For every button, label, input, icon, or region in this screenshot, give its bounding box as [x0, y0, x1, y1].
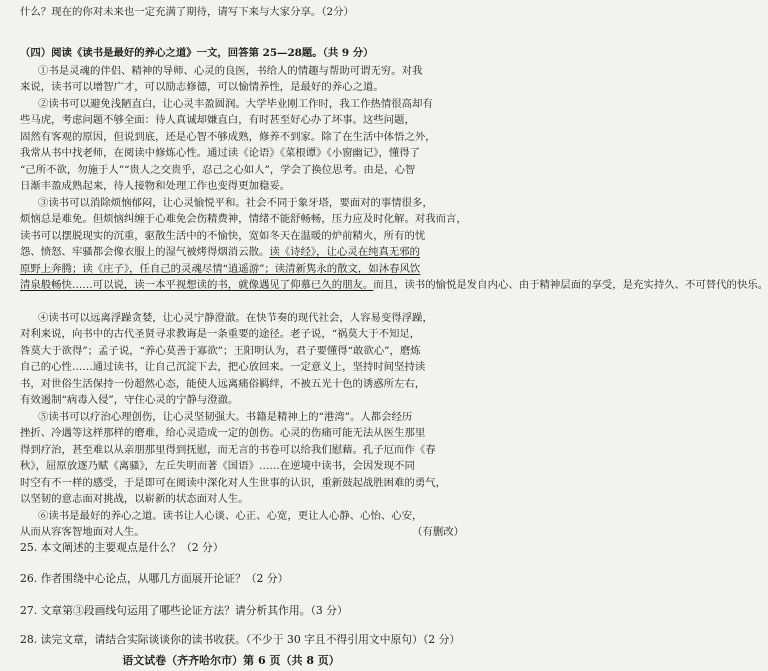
- paragraph-line: 来说，读书可以增智广才，可以励志修德，可以愉情养性，是最好的养心之道。: [20, 81, 384, 93]
- question-25: 25. 本文阐述的主要观点是什么？（2 分）: [20, 541, 224, 554]
- question-28: 28. 读完文章，请结合实际谈谈你的读书收获。（不少于 30 字且不得引用文中原句）（2 分）: [20, 633, 461, 646]
- paragraph-line: ⑥读书是最好的养心之道。读书让人心谈、心正、心宽，更让人心静、心怡、心安，: [38, 510, 423, 522]
- paragraph-line: “己所不欲，勿施于人”“贵人之交贵乎，忍己之心如人”，学会了换位思考。由是，心智: [20, 164, 416, 176]
- paragraph-line: 读书可以摆脱现实的沉重，驱散生活中的不愉快，宽如冬天在温暖的炉前精火，所有的忧: [20, 230, 426, 242]
- paragraph-line: 得到疗治，甚至难以从亲朋那里得到抚慰，而无言的书卷可以给我们慰藉。孔子厄而作《春: [20, 444, 436, 456]
- paragraph-line: 以坚韧的意志面对挑战，以崭新的状态面对人生。: [20, 493, 249, 505]
- paragraph-line: ①书是灵魂的伴侣、精神的导师、心灵的良医，书给人的情趣与帮助可谓无穷。对我: [38, 65, 423, 77]
- section-title: （四）阅读《读书是最好的养心之道》一文，回答第 25—28题。（共 9 分）: [20, 47, 374, 59]
- underlined-sentence: 读《诗经》，让心灵在纯真无邪的: [269, 246, 421, 258]
- paragraph-line: 秋》，屈原放逐乃赋《离骚》，左丘失明而著《国语》……在逆境中读书，会因发现不同: [20, 460, 415, 472]
- paragraph-line: ⑤读书可以疗治心理创伤，让心灵坚韧强大。书籍是精神上的“港湾”。人都会经历: [38, 411, 413, 423]
- underlined-sentence: 原野上奔腾；读《庄子》，任自己的灵魂尽情“逍遥游”；读清新隽永的散文，如沐春风饮: [20, 263, 421, 275]
- paragraph-text: 怨、愤怒、牢骚都会像衣服上的湿气被烤得烟消云散。: [20, 246, 270, 258]
- paragraph-line: [0, 525, 482, 539]
- paragraph-line: 书，对世俗生活保持一份超然心态，能使人远离痛俗羁绊，不被五光十色的诱惑所左右，: [20, 378, 426, 390]
- paragraph-line: [0, 278, 768, 292]
- paragraph-line: 日渐丰盈成熟起来，待人接物和处理工作也变得更加稳妥。: [20, 180, 291, 192]
- paragraph-line: 固然有客观的原因，但说到底，还是心智不够成熟，修养不到家。除了在生活中体悟之外，: [20, 131, 436, 143]
- paragraph-line: ④读书可以远离浮躁贪婪，让心灵宁静澄澈。在快节奏的现代社会，人容易变得浮躁，: [38, 312, 433, 324]
- paragraph-line: 咎莫大于欲得”；孟子说，“养心莫善于寡欲”；王阳明认为，君子要懂得“敢欲心”，磨炼: [20, 345, 421, 357]
- paragraph-line: 挫折、冷遇等这样那样的磨难，给心灵造成一定的创伤。心灵的伤痛可能无法从医生那里: [20, 427, 426, 439]
- paragraph-line: 有效遏制“病毒入侵”，守住心灵的宁静与澄澈。: [20, 394, 239, 406]
- paragraph-text: 而且，读书的愉悦是发自内心、由于精神层面的享受，是充实持久、不可替代的快乐。: [373, 279, 768, 291]
- paragraph-line: 些马虎，考虑问题不够全面：待人真诚却嫌直白，有时甚至好心办了坏事。这些问题，: [20, 114, 415, 126]
- paragraph-line: ②读书可以避免浅陋直白，让心灵丰盈圆润。大学毕业刚工作时，我工作热情很高却有: [38, 98, 433, 110]
- paragraph-line: 自己的心性……通过读书，让自己沉淀下去，把心放回来。一定意义上，坚持时间坚持读: [20, 361, 426, 373]
- paragraph-line: ③读书可以消除烦恼郁闷，让心灵愉悦平和。社会不同于象牙塔，要面对的事情很多，: [38, 197, 433, 209]
- paragraph-line: 我常从书中找老师，在阅读中修炼心性。通过读《论语》《菜根谭》《小窗幽记》，懂得了: [20, 147, 421, 159]
- underlined-sentence: 清泉般畅快……可以说，读一本平视想读的书，就像遇见了仰慕已久的朋友。: [20, 279, 374, 291]
- source-note: （有删改）: [412, 526, 464, 538]
- paragraph-line: [0, 245, 482, 259]
- previous-question-tail: 什么？现在的你对未来也一定充满了期待，请写下来与大家分享。（2分）: [20, 6, 354, 18]
- paragraph-line: 时空有不一样的感受，于是即可在阅读中深化对人生世事的认识，重新鼓起战胜困难的勇气，: [20, 477, 447, 489]
- paragraph-line: 对利来说，向书中的古代圣贤寻求教诲是一条重要的途径。老子说，“祸莫大于不知足，: [20, 328, 421, 340]
- paragraph-text: 从而从容客智地面对人生。: [20, 526, 145, 538]
- page-footer: 语文试卷（齐齐哈尔市）第 6 页（共 8 页）: [122, 654, 340, 667]
- question-27: 27. 文章第③段画线句运用了哪些论证方法？请分析其作用。（3 分）: [20, 604, 348, 617]
- question-26: 26. 作者围绕中心论点，从哪几方面展开论证？（2 分）: [20, 572, 289, 585]
- paragraph-line: 烦恼总是难免。但烦恼纠缠于心难免会伤精费神，情绪不能舒畅畅，压力应及时化解。对我而言，: [20, 213, 467, 225]
